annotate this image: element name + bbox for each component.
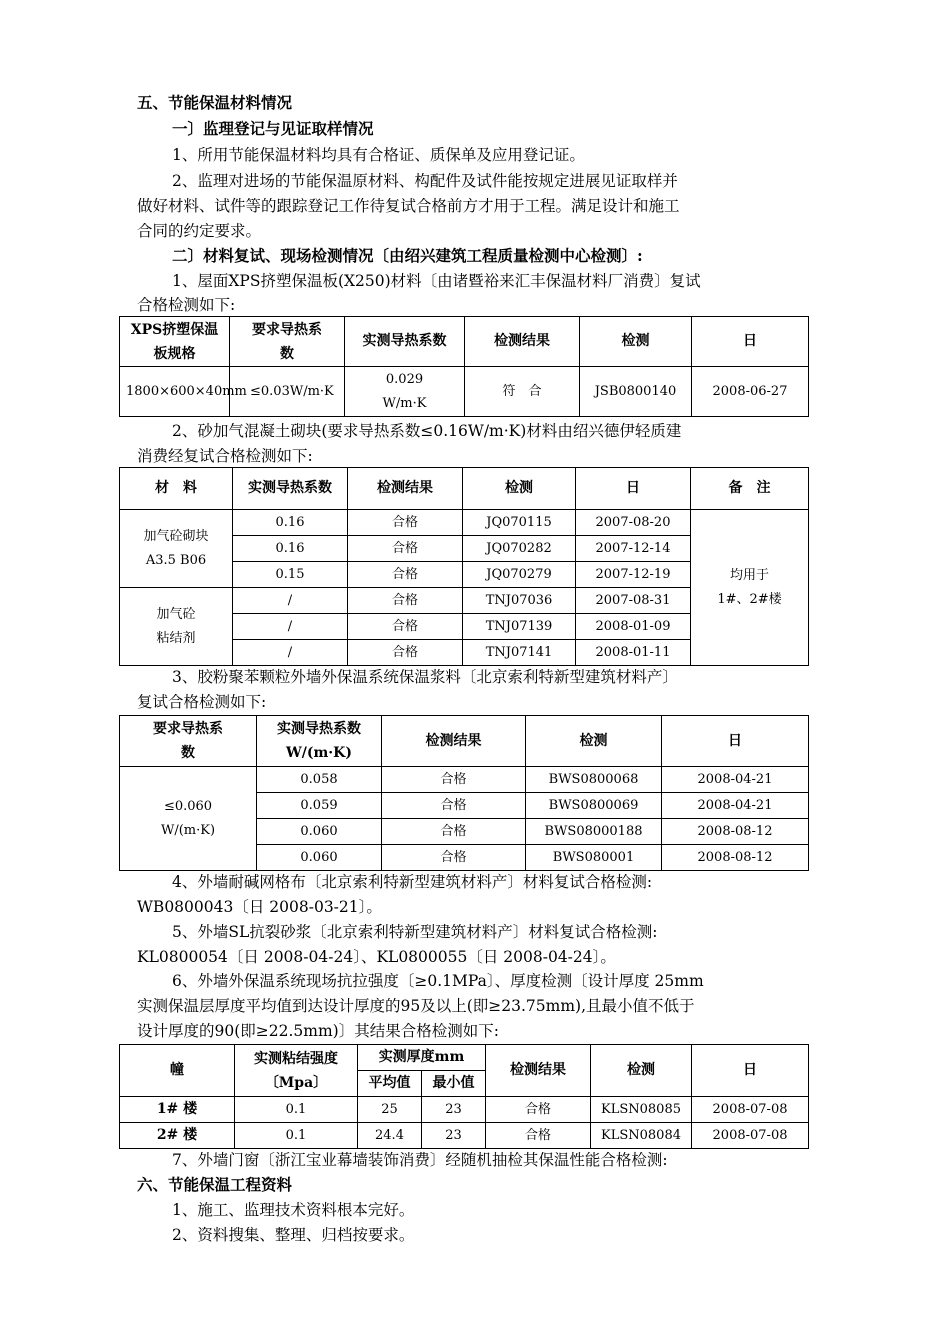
cell: TNJ07141 (463, 640, 576, 666)
cell: 2008-08-12 (662, 819, 809, 845)
cell: 2008-04-21 (662, 767, 809, 793)
header-measured: 实测导热系数 (233, 468, 348, 510)
header-date: 日 (692, 1045, 809, 1097)
cell: 合格 (348, 588, 463, 614)
item4-line2: WB0800043〔日 2008-03-21〕。 (137, 898, 382, 916)
cell: 合格 (348, 640, 463, 666)
header-average: 平均值 (358, 1071, 422, 1097)
cell: 2007-12-14 (576, 536, 691, 562)
cell-building: 2# 楼 (120, 1123, 235, 1149)
cell: JQ070282 (463, 536, 576, 562)
header-remark: 备 注 (691, 468, 809, 510)
cell-result: 符 合 (465, 367, 580, 417)
cell: 合格 (382, 819, 526, 845)
cell-required: ≤0.03W/m·K (230, 367, 345, 417)
header-thickness: 实测厚度mm (358, 1045, 486, 1071)
cell: 合格 (382, 793, 526, 819)
header-test: 检测 (463, 468, 576, 510)
header-required: 要求导热系数 (230, 317, 345, 367)
header-minimum: 最小值 (422, 1071, 486, 1097)
cell: 合格 (382, 767, 526, 793)
cell: TNJ07036 (463, 588, 576, 614)
cell: 合格 (486, 1097, 591, 1123)
cell: KLSN08085 (591, 1097, 692, 1123)
header-test: 检测 (526, 716, 662, 767)
item6-line1: 6、外墙外保温系统现场抗拉强度〔≥0.1MPa〕、厚度检测〔设计厚度 25mm (172, 972, 704, 990)
section6-title: 六、节能保温工程资料 (137, 1175, 293, 1194)
cell: 2008-08-12 (662, 845, 809, 871)
header-required: 要求导热系数 (120, 716, 257, 767)
cell: 合格 (382, 845, 526, 871)
header-bond: 实测粘结强度〔Mpa〕 (235, 1045, 358, 1097)
header-spec: XPS挤塑保温板规格 (120, 317, 230, 367)
cell: 2007-08-31 (576, 588, 691, 614)
item6-line2: 实测保温层厚度平均值到达设计厚度的95及以上(即≥23.75mm),且最小值不低于 (137, 997, 695, 1015)
cell: 0.058 (257, 767, 382, 793)
section5-title: 五、节能保温材料情况 (137, 93, 293, 112)
section6-item1: 1、施工、监理技术资料根本完好。 (172, 1201, 415, 1219)
header-date: 日 (692, 317, 809, 367)
cell-building: 1# 楼 (120, 1097, 235, 1123)
paragraph-2-line1: 2、监理对进场的节能保温原材料、构配件及试件能按规定进展见证取样并 (172, 172, 678, 190)
cell-test: JSB0800140 (580, 367, 692, 417)
cell: 2008-04-21 (662, 793, 809, 819)
cell: 24.4 (358, 1123, 422, 1149)
paragraph-2-line2: 做好材料、试件等的跟踪登记工作待复试合格前方才用于工程。满足设计和施工 (137, 197, 680, 215)
cell: 合格 (348, 562, 463, 588)
group-block: 加气砼砌块 A3.5 B06 (120, 510, 233, 588)
cell: / (233, 588, 348, 614)
cell: / (233, 614, 348, 640)
header-building: 幢 (120, 1045, 235, 1097)
cell: 0.1 (235, 1123, 358, 1149)
cell: 合格 (348, 536, 463, 562)
item1-line1: 1、屋面XPS挤塑保温板(X250)材料〔由诸暨裕来汇丰保温材料厂消费〕复试 (172, 272, 701, 290)
cell: BWS080001 (526, 845, 662, 871)
cell: 2008-07-08 (692, 1123, 809, 1149)
cell-spec: 1800×600×40mm (120, 367, 230, 417)
cell: 2008-01-09 (576, 614, 691, 640)
header-result: 检测结果 (486, 1045, 591, 1097)
table-insulation-mortar (119, 715, 809, 871)
cell: 0.16 (233, 510, 348, 536)
header-test: 检测 (580, 317, 692, 367)
header-result: 检测结果 (465, 317, 580, 367)
table-aerated-block (119, 467, 809, 666)
cell-measured: 0.029 W/m·K (345, 367, 465, 417)
cell: 0.16 (233, 536, 348, 562)
subsection2-title: 二〕材料复试、现场检测情况〔由绍兴建筑工程质量检测中心检测〕: (172, 246, 643, 265)
cell: JQ070115 (463, 510, 576, 536)
cell: BWS0800069 (526, 793, 662, 819)
cell: 2007-12-19 (576, 562, 691, 588)
cell: 0.1 (235, 1097, 358, 1123)
cell: 23 (422, 1123, 486, 1149)
item5-line2: KL0800054〔日 2008-04-24〕、KL0800055〔日 2008-04-24〕。 (137, 948, 616, 966)
item4-line1: 4、外墙耐碱网格布〔北京索利特新型建筑材料产〕材料复试合格检测: (172, 873, 653, 891)
item3-line2: 复试合格检测如下: (137, 693, 267, 711)
item2-line1: 2、砂加气混凝土砌块(要求导热系数≤0.16W/m·K)材料由绍兴德伊轻质建 (172, 422, 682, 440)
paragraph-1: 1、所用节能保温材料均具有合格证、质保单及应用登记证。 (172, 146, 585, 164)
item5-line1: 5、外墙SL抗裂砂浆〔北京索利特新型建筑材料产〕材料复试合格检测: (172, 923, 658, 941)
cell-required: ≤0.060 W/(m·K) (120, 767, 257, 871)
item3-line1: 3、胶粉聚苯颗粒外墙外保温系统保温浆料〔北京索利特新型建筑材料产〕 (172, 668, 678, 686)
cell: 合格 (486, 1123, 591, 1149)
header-date: 日 (576, 468, 691, 510)
item1-line2: 合格检测如下: (137, 296, 236, 314)
cell-date: 2008-06-27 (692, 367, 809, 417)
header-result: 检测结果 (348, 468, 463, 510)
cell: 2008-01-11 (576, 640, 691, 666)
header-date: 日 (662, 716, 809, 767)
paragraph-2-line3: 合同的约定要求。 (137, 222, 262, 240)
group-adhesive: 加气砼 粘结剂 (120, 588, 233, 666)
item7: 7、外墙门窗〔浙江宝业幕墙装饰消费〕经随机抽检其保温性能合格检测: (172, 1151, 668, 1169)
cell: 0.15 (233, 562, 348, 588)
item2-line2: 消费经复试合格检测如下: (137, 447, 313, 465)
header-measured: 实测导热系数 W/(m·K) (257, 716, 382, 767)
header-material: 材 料 (120, 468, 233, 510)
cell: 25 (358, 1097, 422, 1123)
cell: 0.060 (257, 819, 382, 845)
cell: 0.060 (257, 845, 382, 871)
cell: BWS0800068 (526, 767, 662, 793)
cell: TNJ07139 (463, 614, 576, 640)
header-test: 检测 (591, 1045, 692, 1097)
cell: 2008-07-08 (692, 1097, 809, 1123)
cell: BWS08000188 (526, 819, 662, 845)
cell-remark: 均用于 1#、2#楼 (691, 510, 809, 666)
subsection1-title: 一〕监理登记与见证取样情况 (172, 119, 374, 138)
header-result: 检测结果 (382, 716, 526, 767)
cell: 合格 (348, 614, 463, 640)
section6-item2: 2、资料搜集、整理、归档按要求。 (172, 1226, 415, 1244)
header-measured: 实测导热系数 (345, 317, 465, 367)
cell: 0.059 (257, 793, 382, 819)
cell: / (233, 640, 348, 666)
cell: KLSN08084 (591, 1123, 692, 1149)
table-onsite-test (119, 1044, 809, 1149)
cell: 2007-08-20 (576, 510, 691, 536)
cell: JQ070279 (463, 562, 576, 588)
cell: 合格 (348, 510, 463, 536)
table-xps-board (119, 316, 809, 417)
cell: 23 (422, 1097, 486, 1123)
item6-line3: 设计厚度的90(即≥22.5mm)〕其结果合格检测如下: (137, 1022, 499, 1040)
